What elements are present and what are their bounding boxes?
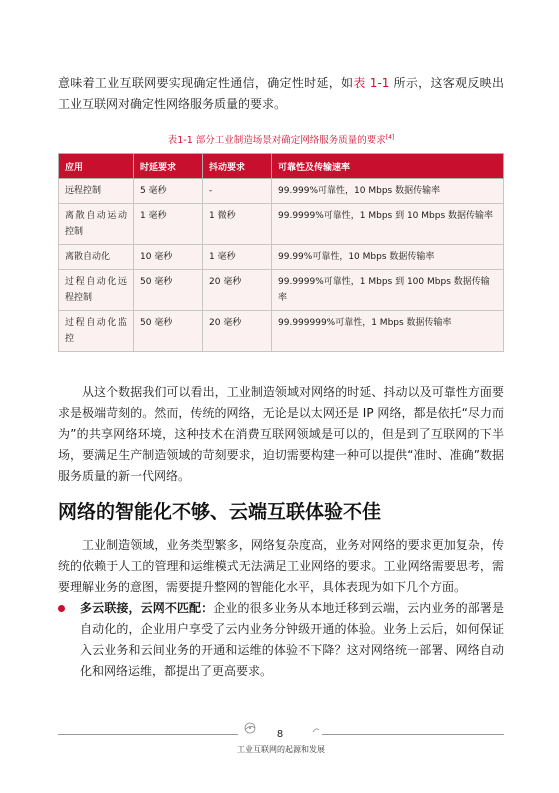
table-row <box>59 270 504 311</box>
page-number: 8 <box>276 729 284 740</box>
cell-application: 过程自动化监控 <box>59 311 134 352</box>
cell-jitter: 1 毫秒 <box>203 245 272 270</box>
table-row <box>59 179 504 204</box>
table-caption <box>58 132 504 146</box>
header-reliability: 可靠性及传输速率 <box>272 154 504 179</box>
intro-paragraph <box>58 73 504 115</box>
table-caption-text: 表1-1 部分工业制造场景对确定网络服务质量的要求 <box>167 135 386 146</box>
header-latency: 时延要求 <box>134 154 203 179</box>
cell-jitter: - <box>203 179 272 204</box>
table-row <box>59 311 504 352</box>
footer-divider-left <box>58 734 238 735</box>
bullet-item <box>58 598 504 682</box>
cell-reliability: 99.9999%可靠性，1 Mbps 到 100 Mbps 数据传输率 <box>272 270 504 311</box>
cell-reliability: 99.9999%可靠性，1 Mbps 到 10 Mbps 数据传输率 <box>272 204 504 245</box>
bullet-lead: 多云联接，云网不匹配： <box>80 601 214 615</box>
cell-latency: 10 毫秒 <box>134 245 203 270</box>
cell-application: 远程控制 <box>59 179 134 204</box>
citation-reference[interactable]: [4] <box>385 133 395 141</box>
table-header-row <box>59 154 504 179</box>
bullet-text <box>80 598 504 682</box>
cell-jitter: 20 毫秒 <box>203 270 272 311</box>
footer-divider-right <box>322 734 504 735</box>
cell-latency: 50 毫秒 <box>134 311 203 352</box>
cell-jitter: 1 微秒 <box>203 204 272 245</box>
intro-text-after: 所示，这客观反映出工业互联网对确定性网络服务质量的要求。 <box>58 76 504 111</box>
header-jitter: 抖动要求 <box>203 154 272 179</box>
section-intro-paragraph: 工业制造领域，业务类型繁多，网络复杂度高，业务对网络的要求更加复杂，传统的依赖于人工的管理和运维模式无法满足工业网络的要求。工业网络需要思考，需要理解业务的意图，需要提升整网的智能化水平，具体表现为如下几个方面。 <box>58 538 504 594</box>
cell-application: 离散自动运动控制 <box>59 204 134 245</box>
bullet-body: 企业的很多业务从本地迁移到云端，云内业务的部署是自动化的，企业用户享受了云内业务分钟级开通的体验。业务上云后，如何保证入云业务和云间业务的开通和运维的体验不下降？这对网络统一部署、网络自动化和网络运维，都提出了更高要求。 <box>80 601 504 678</box>
cell-latency: 1 毫秒 <box>134 204 203 245</box>
table-row <box>59 245 504 270</box>
cell-reliability: 99.99%可靠性，10 Mbps 数据传输率 <box>272 245 504 270</box>
publisher-logo-icon <box>242 722 258 734</box>
cell-reliability: 99.999%可靠性，10 Mbps 数据传输率 <box>272 179 504 204</box>
section-heading: 网络的智能化不够、云端互联体验不佳 <box>58 501 382 523</box>
small-logo-icon <box>312 727 320 733</box>
cell-application: 离散自动化 <box>59 245 134 270</box>
intro-text-before: 意味着工业互联网要实现确定性通信，确定性时延，如 <box>58 76 354 90</box>
table-reference-link[interactable]: 表 1-1 <box>353 76 390 90</box>
footer-document-title: 工业互联网的起源和发展 <box>237 745 325 754</box>
analysis-paragraph: 从这个数据我们可以看出，工业制造领域对网络的时延、抖动以及可靠性方面要求是极端苛刻的。然而，传统的网络，无论是以太网还是 IP 网络，都是依托“尽力而为”的共享网络环境，这种技术在消费互联网领域是可以的，但是到了互联网的下半场，要满足生产制造领域的苛刻要求，迫切需要构建一种可以提供“准时、准确”数据服务质量的新一代网络。 <box>58 385 504 483</box>
table-row <box>59 204 504 245</box>
header-application: 应用 <box>59 154 134 179</box>
cell-latency: 5 毫秒 <box>134 179 203 204</box>
bullet-dot-icon <box>58 605 65 612</box>
cell-jitter: 20 毫秒 <box>203 311 272 352</box>
cell-latency: 50 毫秒 <box>134 270 203 311</box>
qos-requirements-table <box>58 153 504 352</box>
cell-reliability: 99.999999%可靠性，1 Mbps 数据传输率 <box>272 311 504 352</box>
cell-application: 过程自动化远程控制 <box>59 270 134 311</box>
